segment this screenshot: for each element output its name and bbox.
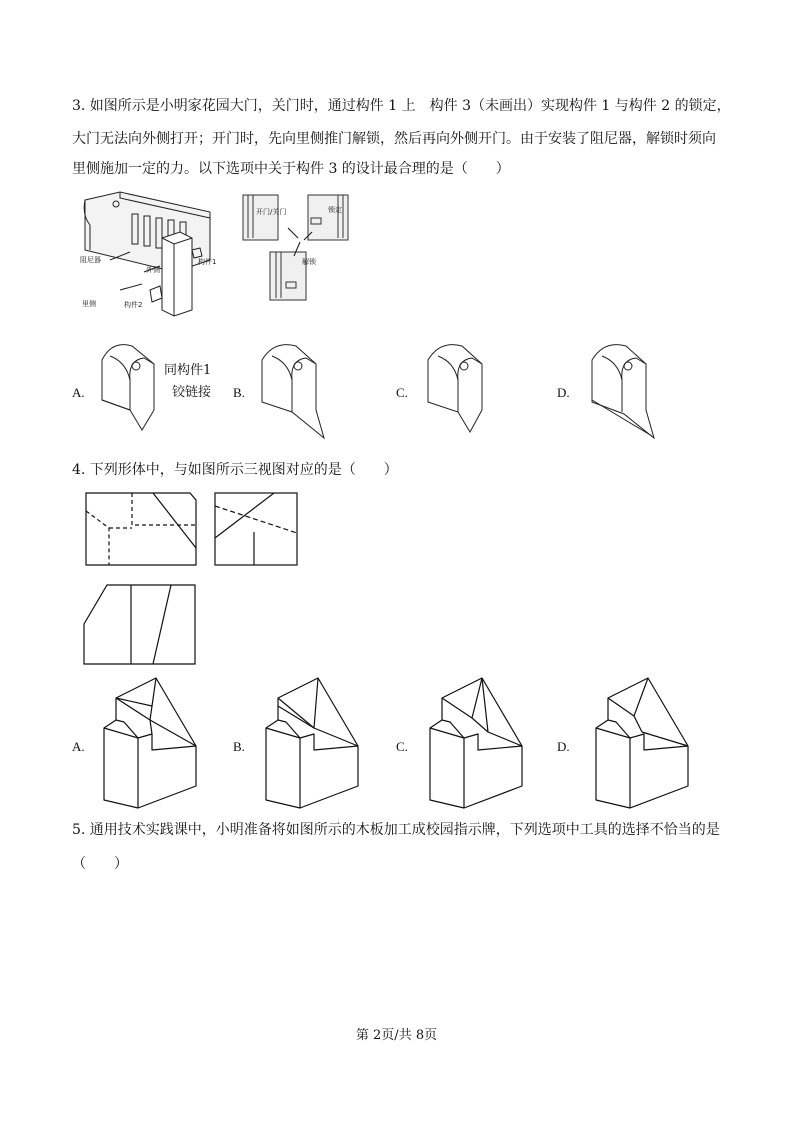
q4-option-a-shape (96, 676, 206, 811)
q3-line-3: 里侧施加一定的力。以下选项中关于构件 3 的设计最合理的是（ ） (72, 161, 510, 177)
label-unlock: 解锁 (302, 258, 316, 266)
q3-option-d-shape (584, 340, 664, 440)
q4-side-view (214, 492, 304, 567)
q5-line-2: （ ） (72, 856, 128, 872)
q4-top-view (83, 584, 198, 666)
q3-lock-sequence-figure (238, 190, 368, 310)
q3-line-1: 3. 如图所示是小明家花园大门，关门时，通过构件 1 上 构件 3（未画出）实现构件 1 与构件 2 的锁定， (72, 98, 731, 114)
q3-option-b-shape (254, 340, 334, 440)
label-part2: 构件2 (124, 301, 143, 309)
q4-option-d-label[interactable]: D. (557, 739, 570, 754)
q3-option-d-label[interactable]: D. (557, 385, 570, 400)
q3-line-2: 大门无法向外侧打开；开门时，先向里侧推门解锁，然后再向外侧开门。由于安装了阻尼器，解锁时须向 (72, 131, 716, 147)
q4-front-view (85, 492, 200, 567)
q4-line-1: 4. 下列形体中，与如图所示三视图对应的是（ ） (72, 462, 398, 478)
q3-option-a-note-2: 铰链接 (172, 385, 212, 400)
q3-option-c-shape (420, 340, 500, 440)
q4-option-c-shape (422, 676, 532, 811)
label-open-close: 开门/关门 (256, 208, 287, 216)
label-lock: 锁定 (328, 206, 342, 214)
label-damper: 阻尼器 (80, 256, 101, 264)
label-part1: 构件1 (198, 258, 217, 266)
page-footer: 第 2页/共 8页 (355, 1028, 438, 1043)
label-outer: 外侧 (146, 266, 160, 274)
q4-option-d-shape (588, 676, 698, 811)
q3-gate-figure (80, 190, 220, 320)
q4-option-c-label[interactable]: C. (396, 739, 408, 754)
q3-option-a-label[interactable]: A. (72, 385, 85, 400)
q4-option-a-label[interactable]: A. (72, 739, 85, 754)
q3-option-b-label[interactable]: B. (233, 385, 245, 400)
q3-option-a-shape (92, 340, 232, 435)
q3-option-a-note-1: 同构件1 (164, 363, 212, 378)
q4-option-b-label[interactable]: B. (233, 739, 245, 754)
q3-option-c-label[interactable]: C. (396, 385, 408, 400)
q5-line-1: 5. 通用技术实践课中，小明准备将如图所示的木板加工成校园指示牌，下列选项中工具的选择不恰当的是 (72, 822, 720, 838)
q4-option-b-shape (258, 676, 368, 811)
label-inner: 里侧 (82, 300, 96, 308)
